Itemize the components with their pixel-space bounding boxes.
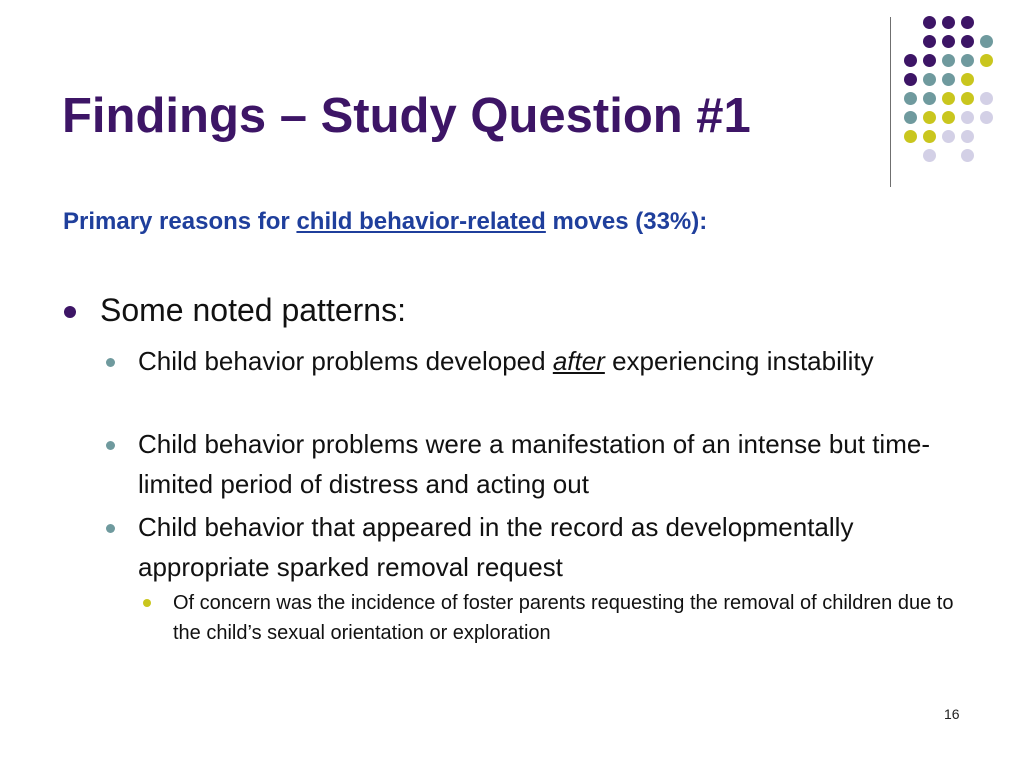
decorative-dot <box>942 16 955 29</box>
bullet-dot-level2 <box>106 358 115 367</box>
decorative-dot <box>961 130 974 143</box>
decorative-dot <box>904 130 917 143</box>
page-number: 16 <box>944 706 960 722</box>
sub-bullet-3: Child behavior that appeared in the record as developmentally appropriate sparked removal request <box>138 512 854 582</box>
sub-bullet-1-after: experiencing instability <box>604 346 874 376</box>
decorative-dot <box>980 92 993 105</box>
slide-subtitle <box>63 208 707 236</box>
decorative-dot <box>923 92 936 105</box>
decorative-dot <box>980 35 993 48</box>
sub-bullet-1-emphasis: after <box>552 346 605 376</box>
slide-title: Findings – Study Question #1 <box>62 89 751 143</box>
decorative-dot <box>904 111 917 124</box>
decorative-dot-grid <box>0 0 1024 170</box>
decorative-dot <box>961 16 974 29</box>
decorative-dot <box>942 111 955 124</box>
decorative-dot <box>961 92 974 105</box>
decorative-dot <box>923 16 936 29</box>
decorative-dot <box>923 130 936 143</box>
decorative-dot <box>923 35 936 48</box>
sub-sub-bullet-1: Of concern was the incidence of foster parents requesting the removal of children due to the child’s sexual orientation or exploration <box>173 592 954 644</box>
decorative-dot <box>942 92 955 105</box>
subtitle-underlined-text: child behavior-related <box>296 208 546 235</box>
decorative-dot <box>923 149 936 162</box>
sub-bullet-2: Child behavior problems were a manifestation of an intense but time-limited period of distress and acting out <box>138 429 930 499</box>
bullet-dot-level2 <box>106 524 115 533</box>
decorative-dot <box>980 54 993 67</box>
decorative-dot <box>942 130 955 143</box>
decorative-dot <box>942 73 955 86</box>
bullet-level1-text: Some noted patterns: <box>100 292 406 328</box>
bullet-dot-level2 <box>106 441 115 450</box>
decorative-dot <box>923 111 936 124</box>
sub-bullet-1-before: Child behavior problems developed <box>138 346 553 376</box>
title-divider-line <box>890 17 891 187</box>
decorative-dot <box>961 54 974 67</box>
decorative-dot <box>923 54 936 67</box>
bullet-dot-level1 <box>64 306 76 318</box>
decorative-dot <box>961 149 974 162</box>
decorative-dot <box>961 73 974 86</box>
decorative-dot <box>980 111 993 124</box>
decorative-dot <box>904 73 917 86</box>
decorative-dot <box>904 92 917 105</box>
subtitle-text-after: moves (33%): <box>545 208 708 235</box>
decorative-dot <box>961 35 974 48</box>
decorative-dot <box>923 73 936 86</box>
sub-bullet-1 <box>138 341 938 381</box>
decorative-dot <box>904 54 917 67</box>
subtitle-text-before: Primary reasons for <box>63 208 297 235</box>
decorative-dot <box>942 35 955 48</box>
decorative-dot <box>961 111 974 124</box>
bullet-dot-level3 <box>143 599 151 607</box>
decorative-dot <box>942 54 955 67</box>
